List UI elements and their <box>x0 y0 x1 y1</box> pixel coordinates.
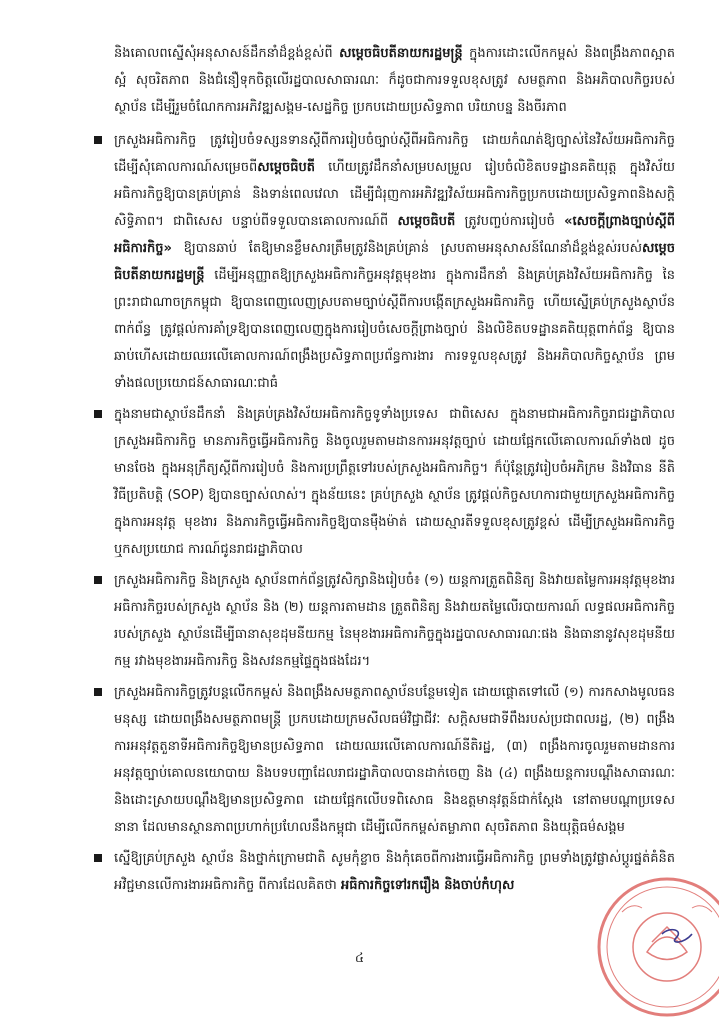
text-run: ត្រូវបញ្ចប់ការរៀបចំ <box>455 214 565 229</box>
list-item <box>92 845 675 899</box>
list-item-text <box>114 127 675 397</box>
text-run: ហើយត្រូវដឹកនាំសម្របសម្រួល រៀបចំលិខិតបទដ្ឋានគតិយុត្ត ក្នុងវិស័យអធិការកិច្ចឱ្យបានគ្រប់គ្រាន់ និងទាន់ពេលវេលា ដើម្បីជំរុញការអភិវឌ្ឍវិស័យអធិការកិច្ចប្រកបដោយប្រសិទ្ធភាពនិងសក្តិសិទ្ធិភាព។ ជាពិសេស បន្ទាប់ពីទទួលបានគោលការណ៍ពី <box>114 160 675 229</box>
list-item-text <box>114 567 675 675</box>
list-item-text <box>114 401 675 563</box>
text-run: ស្នើឱ្យគ្រប់ក្រសួង ស្ថាប័ន និងថ្នាក់ក្រោមជាតិ សូមកុំខ្លាច និងកុំគេចពីការងារធ្វើអធិការកិច្ច ព្រមទាំងត្រូវផ្លាស់ប្តូរផ្នត់គំនិតអវិជ្ជមានលើការងារអធិការកិច្ច ពីការដែលគិតថា <box>114 851 675 893</box>
document-body <box>92 40 675 903</box>
bold-text-run: សម្តេចធិបតី <box>257 160 316 175</box>
seal-graphic <box>592 872 719 1022</box>
list-item <box>92 679 675 841</box>
page-number: ៤ <box>354 951 365 966</box>
bold-text-run: សម្តេចធិបតីនាយករដ្ឋមន្ត្រី <box>339 46 463 61</box>
text-run: ដើម្បីអនុញ្ញាតឱ្យក្រសួងអធិការកិច្ចអនុវត្តមុខងារ ក្នុងការដឹកនាំ និងគ្រប់គ្រងវិស័យអធិការកិច្ច នៃព្រះរាជាណាចក្រកម្ពុជា ឱ្យបានពេញលេញស្របតាមច្បាប់ស្តីពីការបង្កើតក្រសួងអធិការកិច្ច ហើយស្នើគ្រប់ក្រសួងស្ថាប័នពាក់ព័ន្ធ ត្រូវផ្តល់ការគាំទ្រឱ្យបានពេញលេញក្នុងការរៀបចំសេចក្តីព្រាងច្បាប់ និងលិខិតបទដ្ឋានគតិយុត្តពាក់ព័ន្ធ ឱ្យបានឆាប់ហើសដោយឈរលើគោលការណ៍ពង្រឹងប្រសិទ្ធភាពប្រព័ន្ធការងារ ការទទួលខុសត្រូវ និងអភិបាលកិច្ចស្ថាប័ន ព្រមទាំងផលប្រយោជន៍សាធារណៈជាធំ <box>114 268 675 391</box>
list-item <box>92 127 675 397</box>
square-bullet-icon <box>94 854 102 862</box>
square-bullet-icon <box>94 688 102 696</box>
text-run: ក្នុងការដោះលើកកម្ពស់ និងពង្រឹងភាពស្អាតស្អំ សុចរិតភាព និងជំនឿទុកចិត្តលើរដ្ឋបាលសាធារណៈ ក៏ដូចជាការទទួលខុសត្រូវ សមត្ថភាព និងអភិបាលកិច្ចរបស់ស្ថាប័ន ដើម្បីរួមចំណែកការអភិវឌ្ឍសង្គម-សេដ្ឋកិច្ច ប្រកបដោយប្រសិទ្ធភាព បរិយាបន្ន និងចីរភាព <box>114 46 675 115</box>
square-bullet-icon <box>94 136 102 144</box>
text-run: ក្រសួងអធិការកិច្ចត្រូវបន្តលើកកម្ពស់ និងពង្រឹងសមត្ថភាពស្ថាប័នបន្ថែមទៀត ដោយផ្តោតទៅលើ (១) ការកសាងមូលធនមនុស្ស ដោយពង្រឹងសមត្ថភាពមន្ត្រី ប្រកបដោយក្រមសីលធម៌វិជ្ជាជីវៈ សក្តិសមជាទីពឹងរបស់ប្រជាពលរដ្ឋ, (២) ពង្រឹងការអនុវត្តតួនាទីអធិការកិច្ចឱ្យមានប្រសិទ្ធភាព ដោយឈរលើគោលការណ៍នីតិរដ្ឋ, (៣) ពង្រឹងការចូលរួមតាមដានការអនុវត្តច្បាប់គោលនយោបាយ និងបទបញ្ជាដែលរាជរដ្ឋាភិបាលបានដាក់ចេញ និង (៤) ពង្រឹងយន្តការបណ្តឹងសាធារណៈ និងដោះស្រាយបណ្តឹងឱ្យមានប្រសិទ្ធភាព ដោយផ្អែកលើបទពិសោធ និងឧត្តមានុវត្តន៍ជាក់ស្តែង នៅតាមបណ្តាប្រទេសនានា ដែលមានស្ថានភាពប្រហាក់ប្រហែលនឹងកម្ពុជា ដើម្បីលើកកម្ពស់តម្លាភាព សុចរិតភាព និងយុត្តិធម៌សង្គម <box>114 685 675 835</box>
text-run: ក្រសួងអធិការកិច្ច និងក្រសួង ស្ថាប័នពាក់ព័ន្ធត្រូវសិក្សានិងរៀបចំ៖ (១) យន្តការត្រួតពិនិត្យ និងវាយតម្លៃការអនុវត្តមុខងារអធិការកិច្ចរបស់ក្រសួង ស្ថាប័ន និង (២) យន្តការតាមដាន ត្រួតពិនិត្យ និងវាយតម្លៃលើរបាយការណ៍ លទ្ធផលអធិការកិច្ចរបស់ក្រសួង ស្ថាប័នដើម្បីធានាសុខដុមនីយកម្ម នៃមុខងារអធិការកិច្ចក្នុងរដ្ឋបាលសាធារណៈផង និងធានានូវសុខដុមនីយកម្ម រវាងមុខងារអធិការកិច្ច និងសវនកម្មផ្ទៃក្នុងផងដែរ។ <box>114 573 675 669</box>
text-run: ឱ្យបានឆាប់ តែឱ្យមានខ្លឹមសារត្រឹមត្រូវនិងគ្រប់គ្រាន់ ស្របតាមអនុសាសន៍ណែនាំដ៏ខ្ពង់ខ្ពស់របស់ <box>171 241 642 256</box>
text-run: ក្រសួងអធិការកិច្ច ត្រូវរៀបចំទស្សនទានស្តីពីការរៀបចំច្បាប់ស្តីពីអធិការកិច្ច ដោយកំណត់ឱ្យច្បាស់នៃវិស័យអធិការកិច្ច ដើម្បីសុំគោលការណ៍សម្រេចពី <box>114 133 675 175</box>
text-run: និងគោលពស្នើសុំអនុសាសន៍ដឹកនាំដ៏ខ្ពង់ខ្ពស់ពី <box>114 46 340 61</box>
text-run: ក្នុងនាមជាស្ថាប័នដឹកនាំ និងគ្រប់គ្រងវិស័យអធិការកិច្ចទូទាំងប្រទេស ជាពិសេស ក្នុងនាមជាអធិការកិច្ចរាជរដ្ឋាភិបាល ក្រសួងអធិការកិច្ច មានភារកិច្ចធ្វើអធិការកិច្ច និងចូលរួមតាមដានការអនុវត្តច្បាប់ ដោយផ្អែកលើគោលការណ៍ទាំង៧ ដូចមានចែង ក្នុងអនុក្រឹត្យស្តីពីការរៀបចំ និងការប្រព្រឹត្តទៅរបស់ក្រសួងអធិការកិច្ច។ ក៏ប៉ុន្តែត្រូវរៀបចំអភិក្រម និងវិធាន នីតិវិធីប្រតិបត្តិ (SOP) ឱ្យបានច្បាស់លាស់។ ក្នុងន័យនេះ គ្រប់ក្រសួង ស្ថាប័ន ត្រូវផ្តល់កិច្ចសហការជាមួយក្រសួងអធិការកិច្ច ក្នុងការអនុវត្ត មុខងារ និងភារកិច្ចធ្វើអធិការកិច្ចឱ្យបានម៉ឺងម៉ាត់ ដោយស្មារតីទទួលខុសត្រូវខ្ពស់ ដើម្បីក្រសួងអធិការកិច្ច ឬកសប្រយោជ ការណ៍ជូនរាជរដ្ឋាភិបាល <box>114 407 675 557</box>
official-seal-icon <box>592 872 719 1022</box>
square-bullet-icon <box>94 576 102 584</box>
list-item <box>92 401 675 563</box>
bold-text-run: សម្តេចធិបតីនាយករដ្ឋមន្ត្រី <box>114 241 675 283</box>
list-item-text <box>114 845 675 899</box>
bold-text-run: «សេចក្តីព្រាងច្បាប់ស្តីពីអធិការកិច្ច» <box>114 214 676 256</box>
list-item <box>92 567 675 675</box>
bold-text-run: អធិការកិច្ចទៅរករឿង និងចាប់កំហុស <box>340 878 515 893</box>
list-item-text <box>114 679 675 841</box>
continuation-paragraph <box>92 40 675 121</box>
square-bullet-icon <box>94 410 102 418</box>
bold-text-run: សម្តេចធិបតី <box>397 214 456 229</box>
